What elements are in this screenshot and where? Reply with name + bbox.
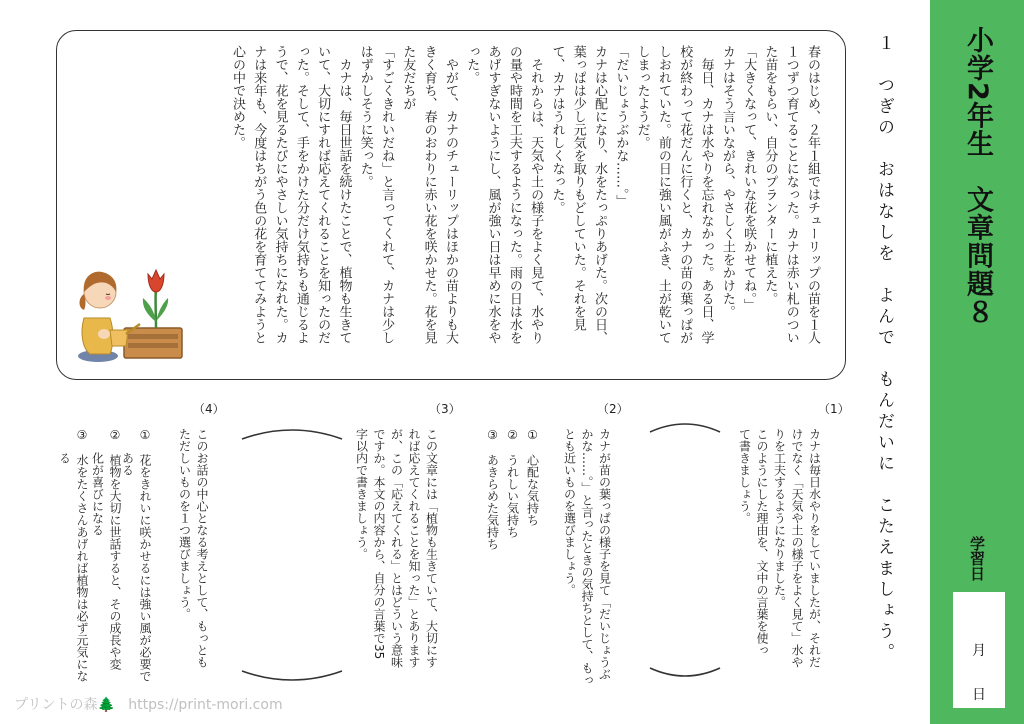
story-line: カナは、毎日世話を続けたことで、植物も生きて bbox=[336, 45, 352, 344]
question-4-choice-2[interactable]: ② 植物を大切に世話すると、その成長や変 化が喜びになる bbox=[90, 428, 122, 670]
story-line: カナは心配になり、水をたっぷりあげた。次の日、 bbox=[592, 45, 608, 344]
question-4-text: このお話の中心となる考えとして、もっとも ただしいものを１つ選びましょう。 bbox=[177, 428, 209, 668]
story-line: 校が終わって花だんに行くと、カナの苗の葉っぱが bbox=[677, 45, 693, 344]
story-line: 毎日、カナは水やりを忘れなかった。ある日、学 bbox=[698, 45, 714, 344]
question-2-number: （2） bbox=[597, 402, 629, 416]
story-line: った。 bbox=[464, 45, 480, 84]
story-line: の量や時間を工夫するようになった。雨の日は水を bbox=[506, 45, 522, 344]
story-line: た友だちが bbox=[400, 45, 416, 110]
question-2-choice-3[interactable]: ③ あきらめた気持ち bbox=[485, 428, 500, 550]
site-name: プリントの森 bbox=[14, 697, 98, 713]
story-line: た苗をもらい、自分のプランターに植えた。 bbox=[762, 45, 778, 305]
story-line: 「大きくなって、きれいな花を咲かせてね。」 bbox=[741, 45, 757, 312]
girl-watering-tulip-illustration bbox=[70, 248, 190, 368]
story-line: いて、大切にすれば応えてくれることを知ったのだ bbox=[315, 45, 331, 344]
study-date-label: 学習日 bbox=[968, 536, 986, 581]
question-3-number: （3） bbox=[429, 402, 461, 416]
page-title: 小学2年生 文章問題８ bbox=[962, 26, 993, 326]
story-line: しまったようだ。 bbox=[634, 45, 650, 149]
story-line: きく育ち、春のおわりに赤い花を咲かせた。花を見 bbox=[421, 45, 437, 344]
story-text bbox=[227, 45, 823, 367]
story-line: 「だいじょうぶかな……。」 bbox=[613, 45, 629, 208]
footer-branding bbox=[14, 694, 283, 714]
story-line: はずかしそうに笑った。 bbox=[357, 45, 373, 188]
day-label: 日 bbox=[972, 687, 986, 703]
story-line: 春のはじめ、２年１組ではチューリップの苗を１人 bbox=[805, 45, 820, 344]
question-3-answer-bracket[interactable] bbox=[232, 425, 352, 685]
question-2-text: カナが苗の葉っぱの様子を見て「だいじょうぶ かな……。」と言ったときの気持ちとして、もっ とも近いものを選びましょう。 bbox=[562, 428, 612, 686]
site-url[interactable]: https://print-mori.com bbox=[128, 697, 283, 713]
question-3-text: この文章には「植物も生きていて、大切にす れば応えてくれることを知った」とあります が、この「応えてくれる」とはどういう意味 ですか。本文の内容から、自分の言葉で35 字以内で書きましょう。 bbox=[354, 428, 439, 668]
question-4-choice-1[interactable]: ① 花をきれいに咲かせるには強い風が必要で ある bbox=[120, 428, 152, 682]
tree-icon: 🌲 bbox=[97, 697, 115, 713]
story-line: 「すごくきれいだね」と言ってくれて、カナは少し bbox=[379, 45, 395, 344]
month-label: 月 bbox=[972, 643, 986, 659]
story-line: 心の中で決めた。 bbox=[229, 45, 245, 149]
story-line: やがて、カナのチューリップはほかの苗よりも大 bbox=[442, 45, 458, 344]
story-line: あげすぎないようにし、風が強い日は早めに水をや bbox=[485, 45, 501, 344]
story-line: ナは来年も、今度はちがう色の花を育ててみようと bbox=[251, 45, 267, 344]
question-4-choice-3[interactable]: ③ 水をたくさんあげれば植物は必ず元気にな る bbox=[57, 428, 89, 682]
question-1-text: カナは毎日水やりをしていましたが、それだ けでなく「天気や土の様子をよく見て」水や りを工夫するようになりました。 このようにした理由を、文中の言葉を使っ て書きましょう。 bbox=[737, 428, 822, 668]
instruction: １ つぎの おはなしを よんで もんだいに こたえましょう。 bbox=[874, 34, 894, 664]
question-1-answer-bracket[interactable] bbox=[640, 420, 730, 680]
story-line: １つずつ育てることになった。カナは赤い札のつい bbox=[783, 45, 799, 344]
story-line: 葉っぱは少し元気を取りもどしていた。それを見 bbox=[570, 45, 586, 331]
story-line: った。そして、手をかけた分だけ気持ちも通じるよ bbox=[293, 45, 309, 344]
story-line: うで、花を見るたびにやさしい気持ちになれた。カ bbox=[272, 45, 288, 344]
question-4-number: （4） bbox=[193, 402, 225, 416]
study-date-field[interactable] bbox=[953, 592, 1005, 708]
story-line: しおれていた。前の日に強い風がふき、土が乾いて bbox=[655, 45, 671, 344]
story-line: て、カナはうれしくなった。 bbox=[549, 45, 565, 214]
question-1-number: （1） bbox=[818, 402, 850, 416]
story-line: カナはそう言いながら、やさしく土をかけた。 bbox=[719, 45, 735, 318]
question-2-choice-1[interactable]: ① 心配な気持ち bbox=[525, 428, 540, 526]
question-2-choice-2[interactable]: ② うれしい気持ち bbox=[505, 428, 520, 538]
story-line: それからは、天気や土の様子をよく見て、水やり bbox=[528, 45, 544, 344]
